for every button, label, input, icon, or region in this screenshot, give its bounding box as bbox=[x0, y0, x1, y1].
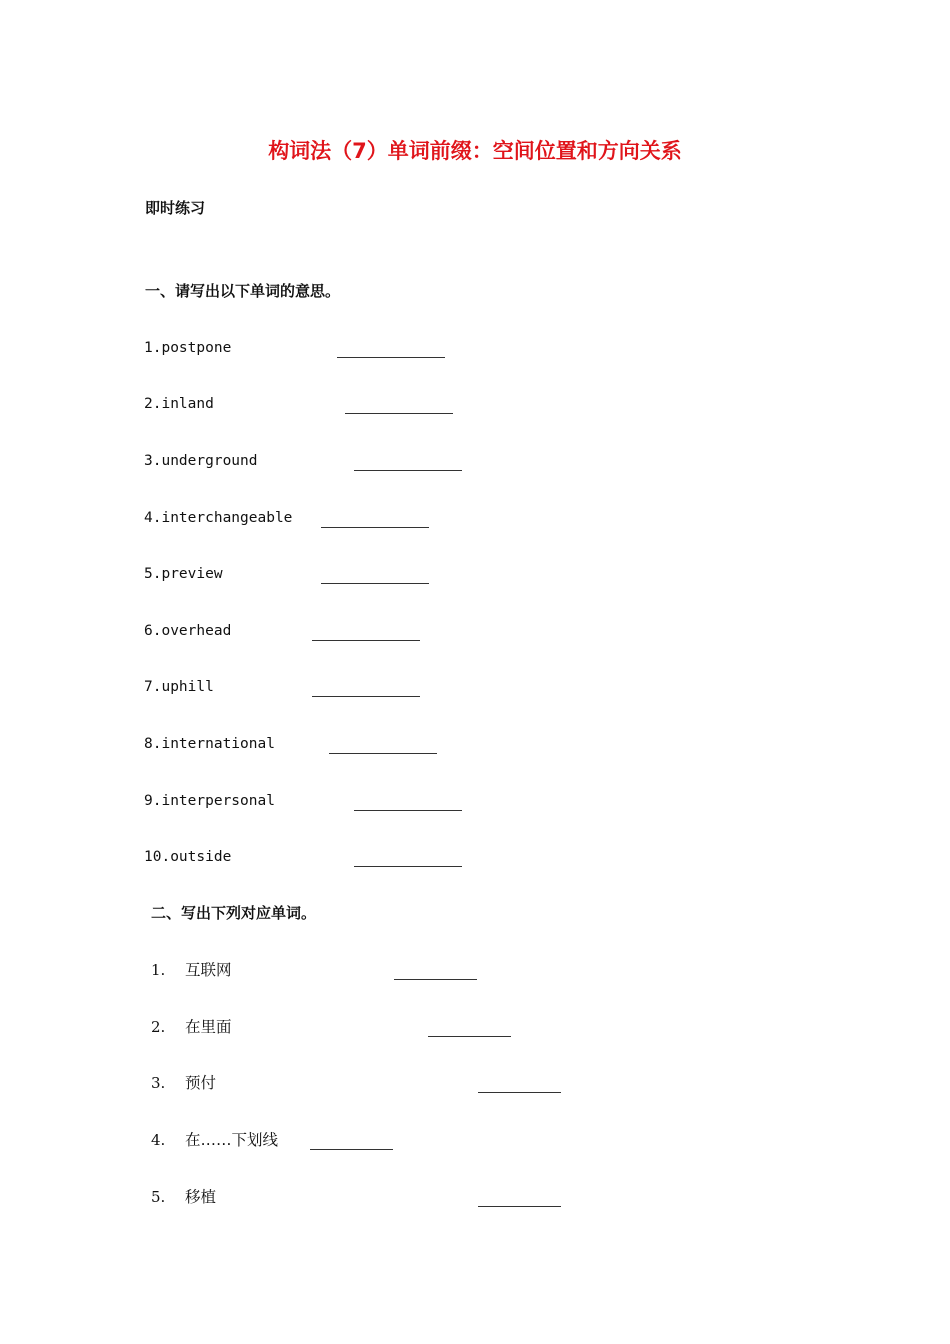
list-item bbox=[0, 564, 950, 586]
question-word: 6.overhead bbox=[144, 623, 232, 639]
list-item bbox=[0, 394, 950, 416]
list-item bbox=[0, 451, 950, 473]
question-word: 10.outside bbox=[144, 849, 232, 865]
list-item bbox=[0, 847, 950, 869]
section1-heading: 一、请写出以下单词的意思。 bbox=[145, 282, 341, 300]
list-item bbox=[0, 677, 950, 699]
section2-heading: 二、写出下列对应单词。 bbox=[151, 904, 317, 922]
question-word: 预付 bbox=[185, 1074, 217, 1092]
question-word: 9.interpersonal bbox=[144, 793, 275, 809]
answer-blank[interactable] bbox=[321, 583, 429, 584]
answer-blank[interactable] bbox=[354, 470, 462, 471]
subtitle: 即时练习 bbox=[145, 199, 206, 217]
answer-blank[interactable] bbox=[394, 979, 477, 980]
item-number: 3. bbox=[151, 1074, 166, 1092]
answer-blank[interactable] bbox=[478, 1206, 561, 1207]
question-word: 移植 bbox=[185, 1188, 217, 1206]
item-number: 1. bbox=[151, 961, 166, 979]
answer-blank[interactable] bbox=[321, 527, 429, 528]
question-word: 在……下划线 bbox=[185, 1131, 279, 1149]
answer-blank[interactable] bbox=[478, 1092, 561, 1093]
list-item bbox=[0, 508, 950, 530]
answer-blank[interactable] bbox=[310, 1149, 393, 1150]
list-item bbox=[0, 960, 950, 982]
item-number: 4. bbox=[151, 1131, 166, 1149]
question-word: 7.uphill bbox=[144, 679, 214, 695]
question-word: 3.underground bbox=[144, 453, 258, 469]
page-title: 构词法（7）单词前缀：空间位置和方向关系 bbox=[268, 139, 682, 163]
list-item bbox=[0, 1187, 950, 1209]
question-word: 2.inland bbox=[144, 396, 214, 412]
question-word: 1.postpone bbox=[144, 340, 232, 356]
list-item bbox=[0, 1073, 950, 1095]
answer-blank[interactable] bbox=[312, 696, 420, 697]
answer-blank[interactable] bbox=[354, 866, 462, 867]
question-word: 8.international bbox=[144, 736, 275, 752]
question-word: 5.preview bbox=[144, 566, 223, 582]
question-word: 在里面 bbox=[185, 1018, 232, 1036]
list-item bbox=[0, 338, 950, 360]
list-item bbox=[0, 791, 950, 813]
answer-blank[interactable] bbox=[345, 413, 453, 414]
question-word: 4.interchangeable bbox=[144, 510, 293, 526]
item-number: 2. bbox=[151, 1018, 166, 1036]
question-word: 互联网 bbox=[185, 961, 232, 979]
list-item bbox=[0, 621, 950, 643]
answer-blank[interactable] bbox=[312, 640, 420, 641]
list-item bbox=[0, 1130, 950, 1152]
answer-blank[interactable] bbox=[329, 753, 437, 754]
answer-blank[interactable] bbox=[428, 1036, 511, 1037]
list-item bbox=[0, 1017, 950, 1039]
item-number: 5. bbox=[151, 1188, 166, 1206]
answer-blank[interactable] bbox=[354, 810, 462, 811]
answer-blank[interactable] bbox=[337, 357, 445, 358]
list-item bbox=[0, 734, 950, 756]
